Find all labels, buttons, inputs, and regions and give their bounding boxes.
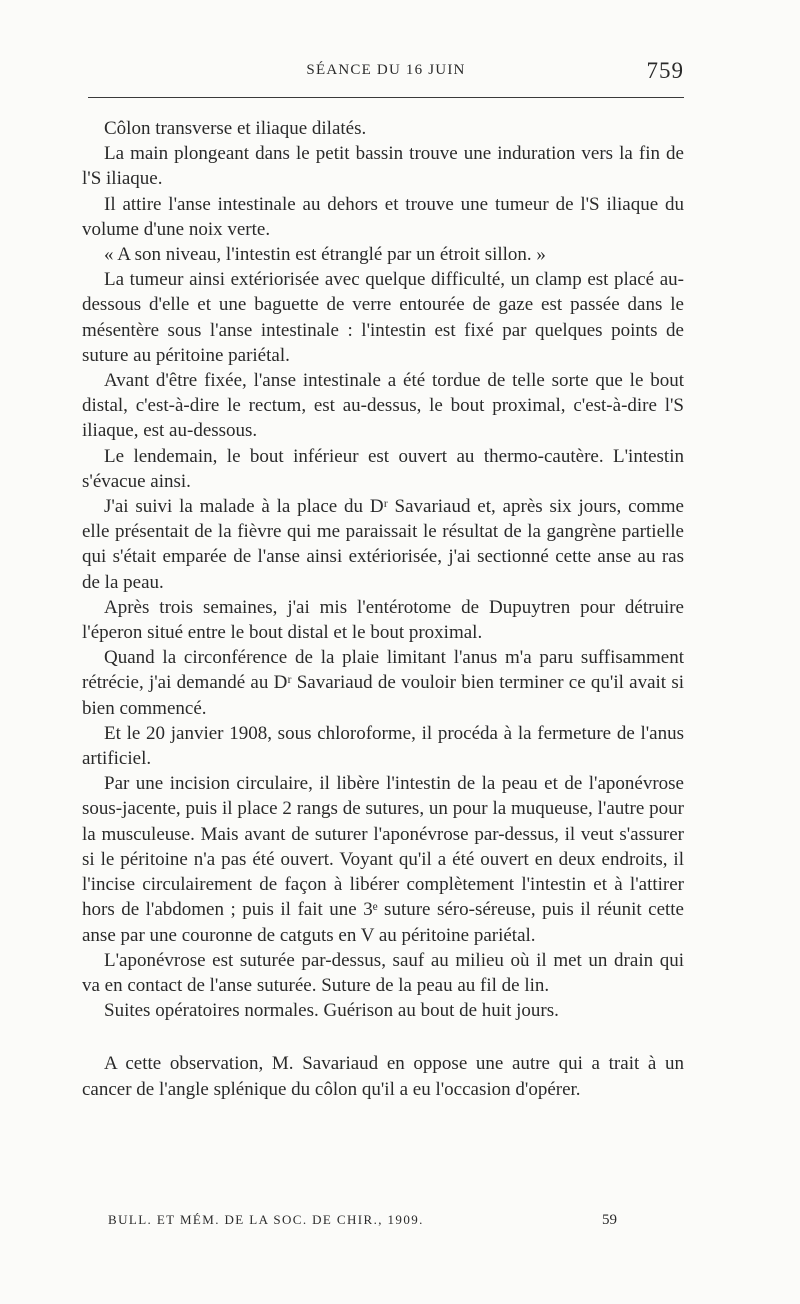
paragraph: La main plongeant dans le petit bassin trouve une induration vers la fin de l'S iliaque. <box>82 143 684 190</box>
page-number: 759 <box>646 58 684 83</box>
paragraph: Quand la circonférence de la plaie limitant l'anus m'a paru suffisamment rétrécie, j'ai demandé au Dʳ Savariaud de vouloir bien terminer ce qu'il avait si bien commencé. <box>82 647 684 719</box>
paragraph: Avant d'être fixée, l'anse intestinale a été tordue de telle sorte que le bout distal, c'est-à-dire le rectum, est au-dessus, le bout proximal, c'est-à-dire l'S iliaque, est au-dessous. <box>82 370 684 442</box>
signature-number: 59 <box>602 1212 617 1228</box>
running-header <box>88 58 684 88</box>
paragraph: Suites opératoires normales. Guérison au bout de huit jours. <box>104 1000 559 1022</box>
paragraph: Il attire l'anse intestinale au dehors et trouve une tumeur de l'S iliaque du volume d'une noix verte. <box>82 193 684 240</box>
paragraph: L'aponévrose est suturée par-dessus, sauf au milieu où il met un drain qui va en contact de l'anse suturée. Suture de la peau au fil de lin. <box>82 949 684 996</box>
paragraph: Et le 20 janvier 1908, sous chloroforme, il procéda à la fermeture de l'anus artificiel. <box>82 722 684 770</box>
paragraph: Le lendemain, le bout inférieur est ouvert au thermo-cautère. L'intestin s'évacue ainsi. <box>82 445 684 492</box>
header-title: SÉANCE DU 16 JUIN <box>306 62 466 78</box>
paragraph: J'ai suivi la malade à la place du Dʳ Savariaud et, après six jours, comme elle présentait de la fièvre qui me paraissait le résultat de la gangrène partielle qui s'était emparée de l'anse ainsi extériorisée, j'ai sectionné cette anse au ras de la peau. <box>82 496 684 593</box>
header-rule <box>88 97 684 98</box>
footer-citation: BULL. ET MÉM. DE LA SOC. DE CHIR., 1909. <box>108 1212 424 1227</box>
paragraph: Par une incision circulaire, il libère l'intestin de la peau et de l'aponévrose sous-jacente, puis il place 2 rangs de sutures, un pour la muqueuse, l'autre pour la musculeuse. Mais avant de suturer l'aponévrose par-dessus, il veut s'assurer si le péritoine n'a pas été ouvert. Voyant qu'il a été ouvert en deux endroits, il l'incise circulairement de façon à libérer complètement l'intestin et à l'attirer hors de l'abdomen ; puis il fait une 3ᵉ suture séro-séreuse, puis il réunit cette anse par une couronne de catguts en V au péritoine pariétal. <box>82 773 684 946</box>
paragraph: A cette observation, M. Savariaud en oppose une autre qui a trait à un cancer de l'angle splénique du côlon qu'il a eu l'occasion d'opérer. <box>82 1053 684 1100</box>
section-gap <box>82 1023 684 1051</box>
body-text <box>82 116 684 1102</box>
paragraph: Après trois semaines, j'ai mis l'entérotome de Dupuytren pour détruire l'éperon situé entre le bout distal et le bout proximal. <box>82 596 684 644</box>
paragraph: La tumeur ainsi extériorisée avec quelque difficulté, un clamp est placé au-dessous d'elle et une baguette de verre entourée de gaze est passée dans le mésentère sous l'anse intestinale : l'intestin est fixé par quelques points de suture au péritoine pariétal. <box>82 269 684 366</box>
paragraph: « A son niveau, l'intestin est étranglé par un étroit sillon. » <box>104 244 546 266</box>
paragraph: Côlon transverse et iliaque dilatés. <box>104 118 367 139</box>
